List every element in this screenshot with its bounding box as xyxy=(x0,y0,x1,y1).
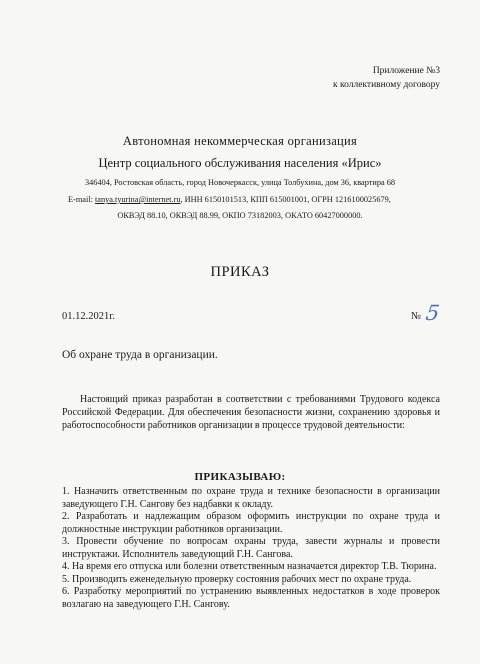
organization-contacts xyxy=(68,195,391,204)
order-subject: Об охране труда в организации. xyxy=(62,349,218,361)
appendix-line-1: Приложение №3 xyxy=(372,66,440,76)
appendix-line-2: к коллективному договору xyxy=(333,80,440,90)
registration-numbers: , ИНН 6150101513, КПП 615001001, ОГРН 1216100025679, xyxy=(180,195,391,204)
document-title: ПРИКАЗ xyxy=(210,264,270,280)
organization-codes: ОКВЭД 88.10, ОКВЭД 88.99, ОКПО 73182003, ОКАТО 60427000000. xyxy=(117,211,363,220)
organization-address: 346404, Ростовская область, город Новочеркасск, улица Толбухина, дом 36, квартира 68 xyxy=(84,178,396,187)
organization-name: Центр социального обслуживания населения «Ирис» xyxy=(98,156,382,170)
preamble-text: Настоящий приказ разработан в соответствии с требованиями Трудового кодекса Российской Федерации. Для обеспечения безопасности жизни, сохранению здоровья и работоспособности работников организации в процессе трудовой деятельности: xyxy=(62,394,440,431)
order-date: 01.12.2021г. xyxy=(62,311,115,322)
email-prefix: E-mail: xyxy=(68,195,95,204)
order-item: 6. Разработку мероприятий по устранению выявленных недостатков в ходе проверок возлагаю на заведующего Г.Н. Сангову. xyxy=(62,586,440,610)
order-heading: ПРИКАЗЫВАЮ: xyxy=(194,471,286,483)
order-number-handwritten: 5 xyxy=(424,301,442,325)
order-item: 2. Разработать и надлежащим образом оформить инструкции по охране труда и должностные инструкции работников организации. xyxy=(62,511,440,535)
order-item: 1. Назначить ответственным по охране труда и технике безопасности в организации заведующего Г.Н. Сангову без надбавки к окладу. xyxy=(62,486,440,510)
order-item: 5. Производить еженедельную проверку состояния рабочих мест по охране труда. xyxy=(62,573,412,585)
email-link[interactable]: tanya.tyurina@internet.ru xyxy=(94,195,181,204)
order-item: 3. Провести обучение по вопросам охраны труда, завести журналы и провести инструктажи. Исполнитель заведующий Г.Н. Сангова. xyxy=(62,536,440,560)
organization-type: Автономная некоммерческая организация xyxy=(122,134,358,148)
appendix-note xyxy=(333,64,440,92)
order-item: 4. На время его отпуска или болезни ответственным назначается директор Т.В. Тюрина. xyxy=(62,561,437,572)
order-number-label: № xyxy=(411,311,422,322)
preamble-paragraph xyxy=(62,393,440,432)
order-items-list xyxy=(62,486,440,611)
